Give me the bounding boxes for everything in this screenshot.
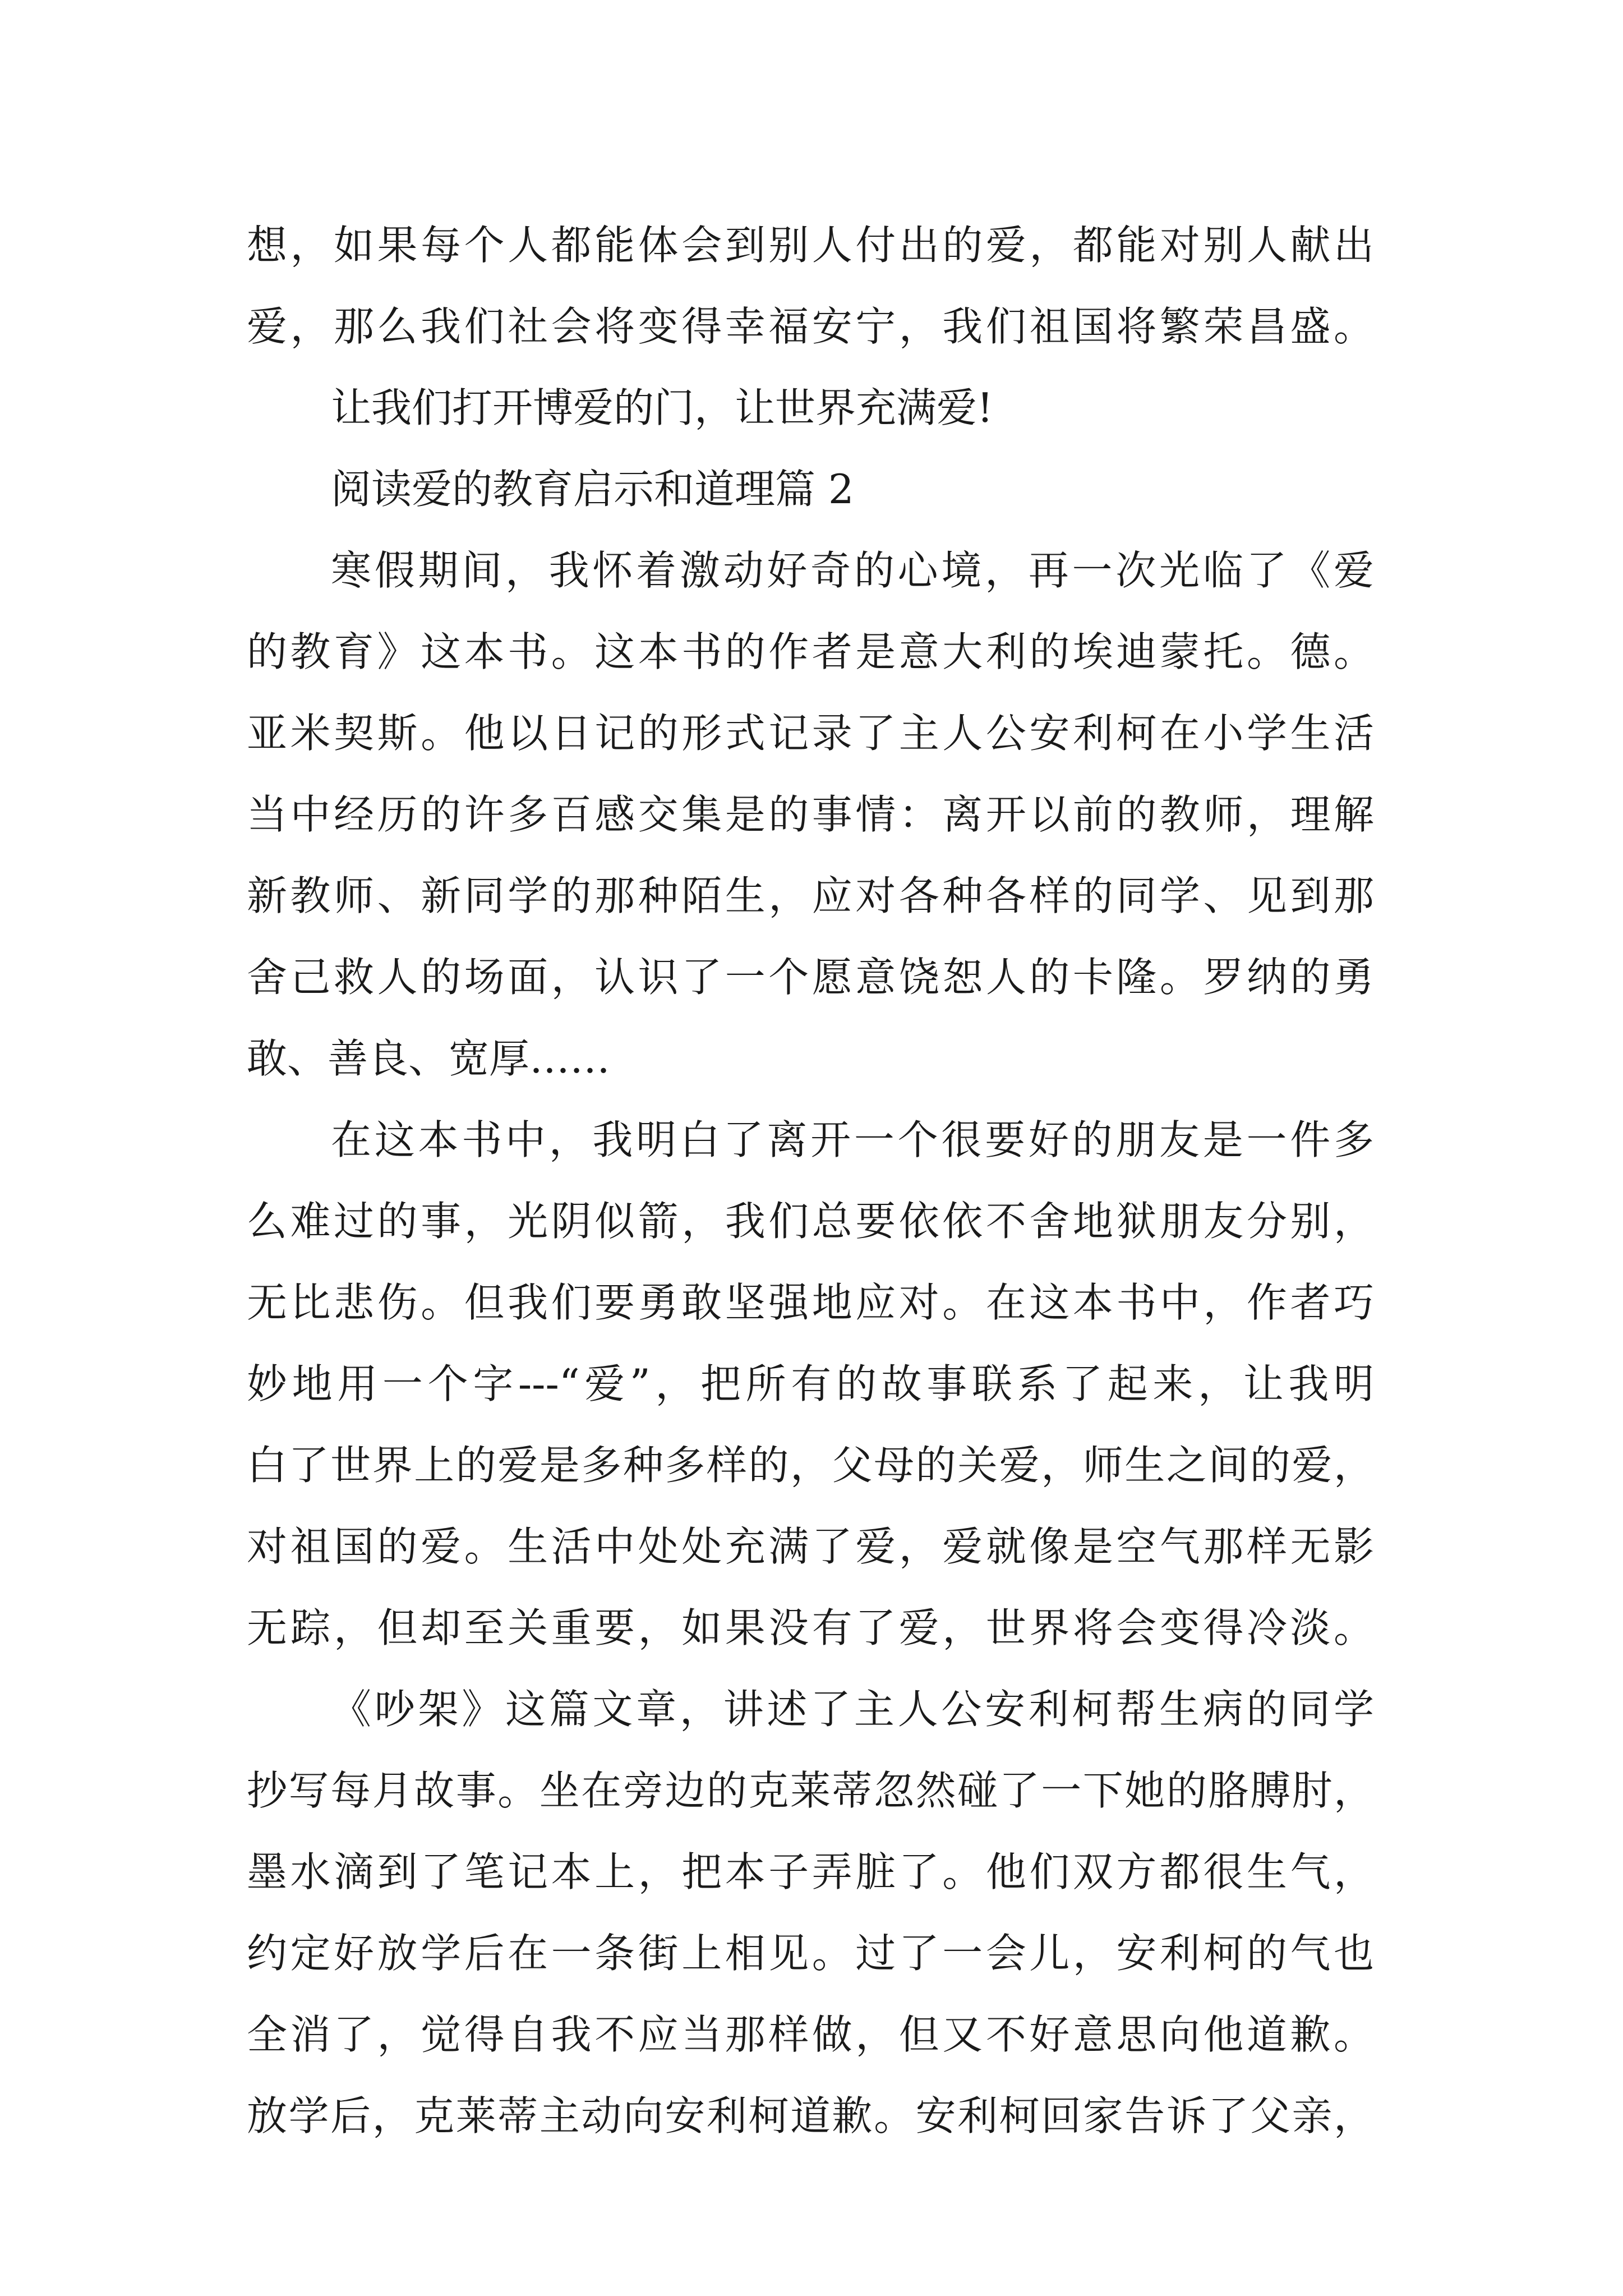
text-line: 全消了，觉得自我不应当那样做，但又不好意思向他道歉。: [247, 2011, 1374, 2058]
text-line: 的教育》这本书。这本书的作者是意大利的埃迪蒙托。德。: [247, 628, 1374, 675]
text-line: 想，如果每个人都能体会到别人付出的爱，都能对别人献出: [247, 222, 1374, 269]
text-line: 对祖国的爱。生活中处处充满了爱，爱就像是空气那样无影: [247, 1523, 1374, 1570]
text-line: 让我们打开博爱的门，让世界充满爱!: [331, 384, 993, 431]
text-line: 白了世界上的爱是多种多样的，父母的关爱，师生之间的爱，: [247, 1442, 1374, 1489]
text-line: 墨水滴到了笔记本上，把本子弄脏了。他们双方都很生气，: [247, 1848, 1374, 1895]
text-line: 亚米契斯。他以日记的形式记录了主人公安利柯在小学生活: [247, 710, 1374, 757]
text-line: 《吵架》这篇文章，讲述了主人公安利柯帮生病的同学: [331, 1686, 1374, 1733]
text-line: 无踪，但却至关重要，如果没有了爱，世界将会变得冷淡。: [247, 1604, 1374, 1651]
text-line: 抄写每月故事。坐在旁边的克莱蒂忽然碰了一下她的胳膊肘，: [247, 1767, 1374, 1814]
text-line: 爱，那么我们社会将变得幸福安宁，我们祖国将繁荣昌盛。: [247, 303, 1374, 350]
text-line: 放学后，克莱蒂主动向安利柯道歉。安利柯回家告诉了父亲，: [247, 2092, 1374, 2139]
text-line: 舍己救人的场面，认识了一个愿意饶恕人的卡隆。罗纳的勇: [247, 954, 1374, 1001]
text-line: 么难过的事，光阴似箭，我们总要依依不舍地狱朋友分别，: [247, 1198, 1374, 1245]
text-line: 寒假期间，我怀着激动好奇的心境，再一次光临了《爱: [331, 547, 1374, 594]
text-line: 阅读爱的教育启示和道理篇 2: [331, 466, 854, 513]
text-line: 约定好放学后在一条街上相见。过了一会儿，安利柯的气也: [247, 1930, 1374, 1977]
text-line: 敢、善良、宽厚……: [247, 1035, 611, 1082]
document-body: [247, 205, 1374, 2157]
text-line: 新教师、新同学的那种陌生，应对各种各样的同学、见到那: [247, 872, 1374, 919]
text-line: 当中经历的许多百感交集是的事情：离开以前的教师，理解: [247, 791, 1374, 838]
text-line: 无比悲伤。但我们要勇敢坚强地应对。在这本书中，作者巧: [247, 1279, 1374, 1326]
text-line: 在这本书中，我明白了离开一个很要好的朋友是一件多: [331, 1116, 1374, 1163]
text-line: 妙地用一个字---“爱”，把所有的故事联系了起来，让我明: [247, 1360, 1374, 1407]
